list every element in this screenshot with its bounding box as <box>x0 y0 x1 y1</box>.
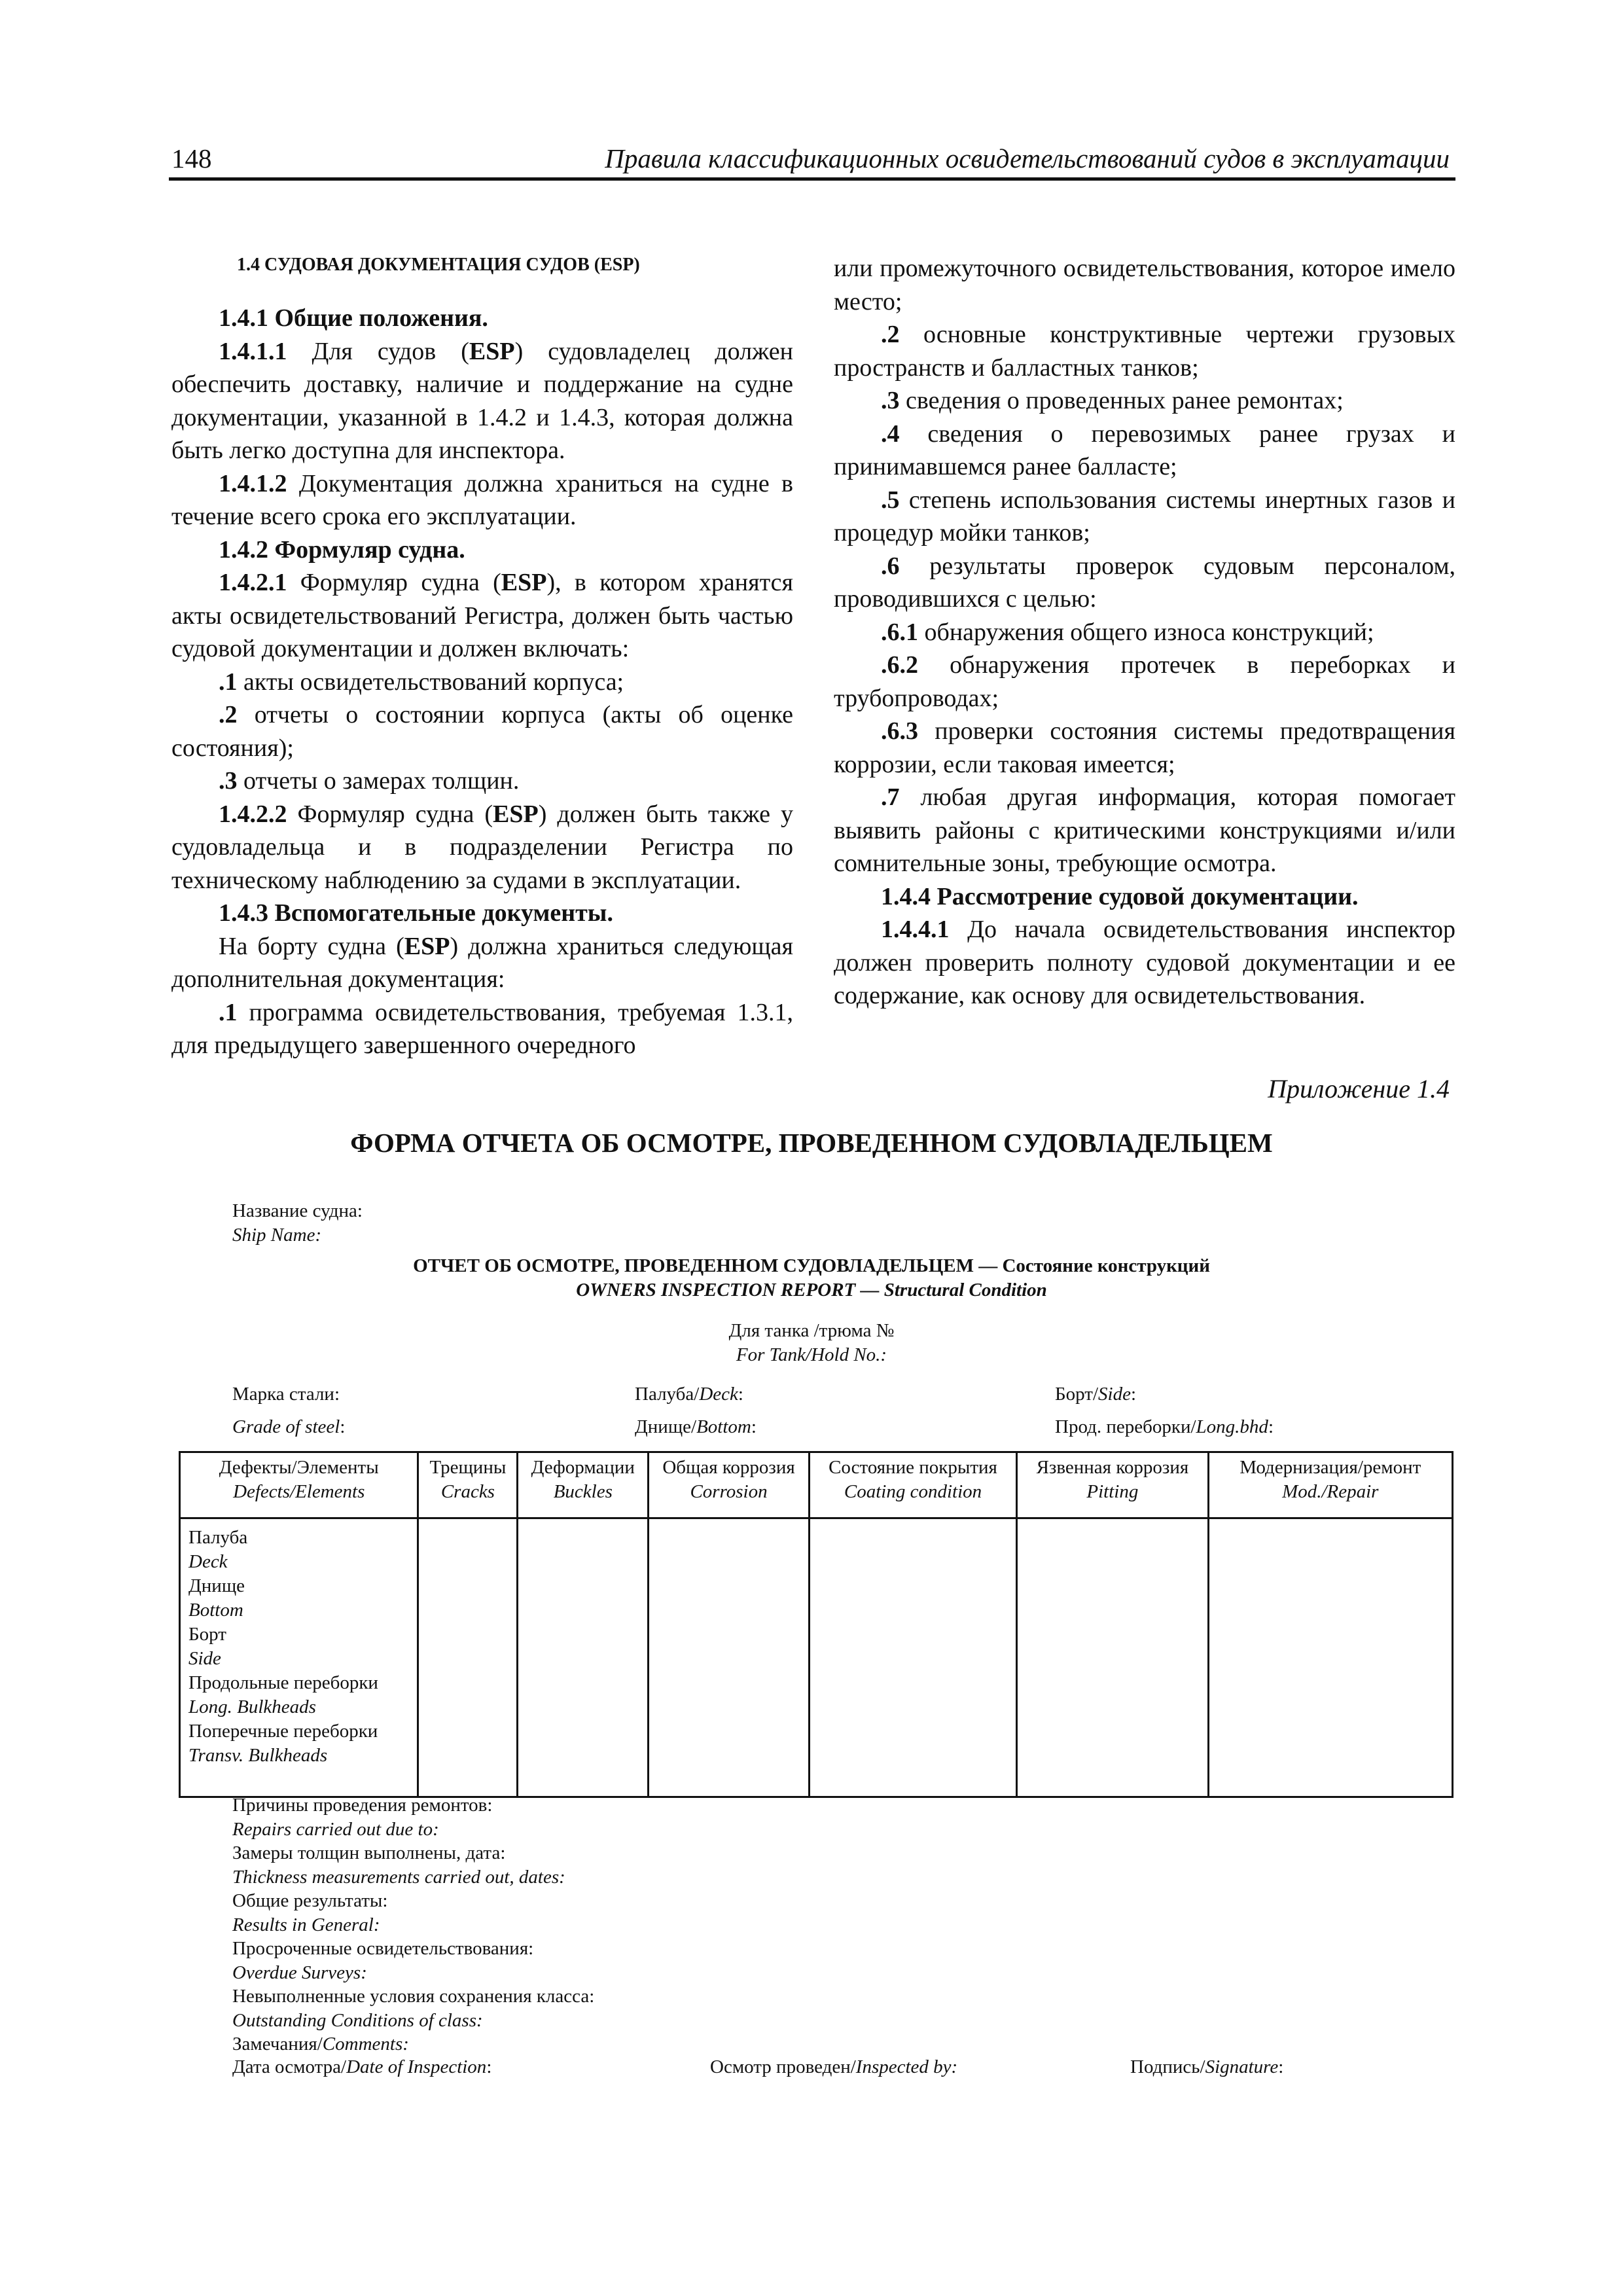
results-label-en: Results in General: <box>232 1914 380 1935</box>
column-header: Модернизация/ремонт Mod./Repair <box>1208 1452 1452 1518</box>
list-item: .6.2 обнаружения протечек в переборках и трубопроводах; <box>834 651 1455 712</box>
comments-label: Замечания/Comments: <box>232 2034 409 2054</box>
heading-1-4-3: 1.4.3 Вспомогательные документы. <box>219 899 613 927</box>
paragraph-1-4-3: На борту судна (ESP) должна храниться следующая дополнительная документация: <box>171 932 793 993</box>
list-item: .7 любая другая информация, которая помогает выявить районы с критическими конструкциями и/или сомнительные зоны, требующие осмотра. <box>834 783 1455 877</box>
overdue-label: Просроченные освидетельствования: <box>232 1938 534 1959</box>
elements-cell: Палуба Deck Днище Bottom Борт Side Продольные переборки Long. Bulkheads Поперечные переборки Transv. Bulkheads <box>180 1518 418 1797</box>
right-column <box>834 252 1455 1013</box>
paragraph-1-4-1-2: 1.4.1.2 Документация должна храниться на судне в течение всего срока его эксплуатации. <box>171 469 793 530</box>
signature-field: Подпись/Signature: <box>1130 2056 1284 2077</box>
list-item: .4 сведения о перевозимых ранее грузах и принимавшемся ранее балласте; <box>834 420 1455 480</box>
list-item: .2 отчеты о состоянии корпуса (акты об оценке состояния); <box>171 701 793 762</box>
list-item: .6 результаты проверок судовым персоналом, проводившихся с целью: <box>834 552 1455 613</box>
section-title: 1.4 СУДОВАЯ ДОКУМЕНТАЦИЯ СУДОВ (ESP) <box>237 255 640 275</box>
date-of-inspection-field: Дата осмотра/Date of Inspection: <box>232 2056 492 2077</box>
column-header: Состояние покрытия Coating condition <box>809 1452 1016 1518</box>
inspected-by-field: Осмотр проведен/Inspected by: <box>710 2056 958 2077</box>
header-rule <box>169 177 1455 181</box>
thickness-label-en: Thickness measurements carried out, dates: <box>232 1866 565 1888</box>
heading-1-4-2: 1.4.2 Формуляр судна. <box>219 535 465 564</box>
form-title: ФОРМА ОТЧЕТА ОБ ОСМОТРЕ, ПРОВЕДЕННОМ СУДОВЛАДЕЛЬЦЕМ <box>350 1128 1273 1158</box>
thickness-label: Замеры толщин выполнены, дата: <box>232 1842 506 1863</box>
running-title: Правила классификационных освидетельствований судов в эксплуатации <box>605 143 1450 173</box>
deck-field: Палуба/Deck: <box>635 1384 743 1405</box>
paragraph-1-4-2-1: 1.4.2.1 Формуляр судна (ESP), в котором хранятся акты освидетельствований Регистра, должен быть частью судовой документации и должен включать: <box>171 569 793 662</box>
left-column <box>171 252 793 1062</box>
heading-1-4-4: 1.4.4 Рассмотрение судовой документации. <box>881 882 1359 910</box>
outstanding-label: Невыполненные условия сохранения класса: <box>232 1986 595 2007</box>
heading-1-4-1: 1.4.1 Общие положения. <box>219 304 488 332</box>
list-item: .1 программа освидетельствования, требуемая 1.3.1, для предыдущего завершенного очередного <box>171 998 793 1059</box>
column-header: Язвенная коррозия Pitting <box>1017 1452 1208 1518</box>
list-item: .5 степень использования системы инертных газов и процедур мойки танков; <box>834 486 1455 547</box>
grade-of-steel-en: Grade of steel: <box>232 1416 346 1437</box>
report-title: ОТЧЕТ ОБ ОСМОТРЕ, ПРОВЕДЕННОМ СУДОВЛАДЕЛЬЦЕМ — Состояние конструкций OWNERS INSPECTION REPORT — Structural Condition <box>413 1255 1210 1300</box>
overdue-label-en: Overdue Surveys: <box>232 1962 367 1983</box>
side-field: Борт/Side: <box>1055 1384 1137 1405</box>
appendix-label: Приложение 1.4 <box>1268 1074 1450 1103</box>
pitting-cell[interactable] <box>1017 1518 1208 1797</box>
list-item: .6.3 проверки состояния системы предотвращения коррозии, если таковая имеется; <box>834 717 1455 778</box>
repairs-label-en: Repairs carried out due to: <box>232 1818 439 1840</box>
table-row <box>180 1518 1453 1797</box>
report-fields <box>232 1793 594 2056</box>
buckles-cell[interactable] <box>518 1518 649 1797</box>
column-header: Трещины Cracks <box>418 1452 518 1518</box>
paragraph-1-4-4-1: 1.4.4.1 До начала освидетельствования инспектор должен проверить полноту судовой документации и ее содержание, как основу для освидетельствования. <box>834 916 1455 1009</box>
page-number: 148 <box>171 143 212 173</box>
coating-cell[interactable] <box>809 1518 1016 1797</box>
inspection-table <box>179 1451 1454 1798</box>
repair-cell[interactable] <box>1208 1518 1452 1797</box>
list-item: .3 отчеты о замерах толщин. <box>219 767 520 795</box>
list-item: .2 основные конструктивные чертежи грузовых пространств и балластных танков; <box>834 321 1455 382</box>
paragraph-1-4-1-1: 1.4.1.1 Для судов (ESP) судовладелец должен обеспечить доставку, наличие и поддержание на судне документации, указанной в 1.4.2 и 1.4.3, которая должна быть легко доступна для инспектора. <box>171 337 793 464</box>
cracks-cell[interactable] <box>418 1518 518 1797</box>
list-item: .6.1 обнаружения общего износа конструкций; <box>881 618 1374 646</box>
ship-name-field: Название судна: Ship Name: <box>232 1200 363 1246</box>
list-item: .3 сведения о проведенных ранее ремонтах; <box>881 387 1344 414</box>
long-bhd-field: Прод. переборки/Long.bhd: <box>1055 1416 1274 1437</box>
bottom-field: Днище/Bottom: <box>635 1416 757 1437</box>
table-header-row <box>180 1452 1453 1518</box>
repairs-label: Причины проведения ремонтов: <box>232 1795 493 1816</box>
outstanding-label-en: Outstanding Conditions of class: <box>232 2009 483 2031</box>
column-header: Дефекты/Элементы Defects/Elements <box>180 1452 418 1518</box>
list-item: .1 акты освидетельствований корпуса; <box>219 668 624 696</box>
column-header: Деформации Buckles <box>518 1452 649 1518</box>
corrosion-cell[interactable] <box>649 1518 810 1797</box>
continued-text: или промежуточного освидетельствования, которое имело место; <box>834 255 1455 315</box>
tank-hold-field: Для танка /трюма № For Tank/Hold No.: <box>728 1320 895 1365</box>
column-header: Общая коррозия Corrosion <box>649 1452 810 1518</box>
results-label: Общие результаты: <box>232 1890 388 1911</box>
paragraph-1-4-2-2: 1.4.2.2 Формуляр судна (ESP) должен быть также у судовладельца и в подразделении Регистра по техническому наблюдению за судами в эксплуатации. <box>171 800 793 894</box>
grade-of-steel-ru: Марка стали: <box>232 1384 340 1405</box>
